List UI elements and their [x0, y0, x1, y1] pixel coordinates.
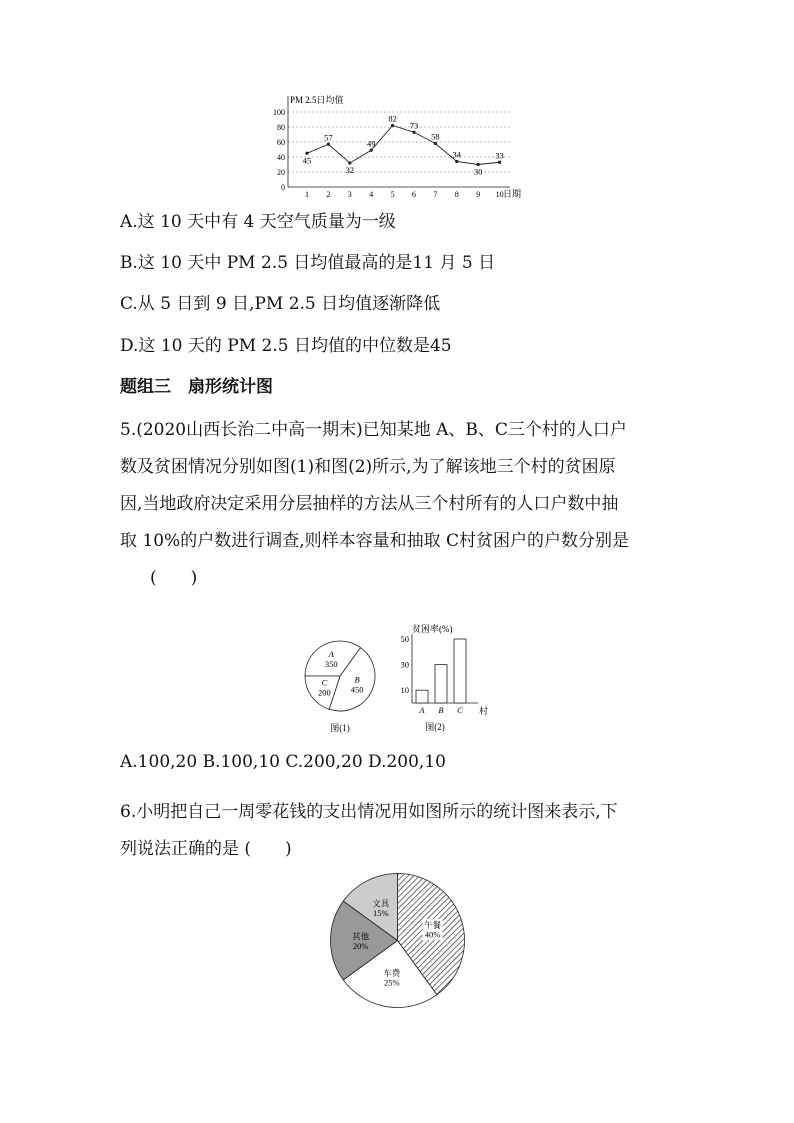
pm25-line-chart	[270, 90, 530, 205]
slice-label: A	[328, 648, 334, 659]
x-tick-label: 1	[305, 190, 309, 199]
q5-answer-blank: ( )	[150, 568, 198, 588]
allowance-spending-pie	[325, 868, 470, 1013]
q4-option-c: C.从 5 日到 9 日,PM 2.5 日均值逐渐降低	[120, 294, 441, 314]
slice-label: B	[354, 674, 360, 685]
x-tick-label: 8	[454, 190, 459, 199]
poverty-rate-bar-chart	[390, 620, 500, 738]
bar-category-label: A	[419, 705, 425, 715]
bar-y-tick: 30	[400, 659, 409, 670]
x-tick-label: 9	[476, 190, 481, 199]
data-label: 73	[409, 120, 419, 131]
slice-value: 200	[318, 687, 331, 698]
q5-line-3: 因,当地政府决定采用分层抽样的方法从三个村所有的人口户数中抽	[120, 494, 619, 514]
data-point	[412, 131, 415, 134]
data-point	[370, 149, 373, 152]
y-tick-label: 100	[273, 108, 285, 117]
y-tick-label: 0	[281, 183, 285, 192]
data-label: 58	[431, 131, 440, 142]
q6-line-2: 列说法正确的是 ( )	[120, 839, 292, 859]
q4-option-d: D.这 10 天的 PM 2.5 日均值的中位数是45	[120, 336, 452, 356]
bar-y-axis-label: 贫困率(%)	[412, 624, 453, 634]
x-tick-label: 4	[369, 190, 374, 199]
q4-option-a: A.这 10 天中有 4 天空气质量为一级	[120, 212, 396, 232]
slice-label: 文具	[372, 898, 390, 909]
x-axis-label: 日期	[503, 189, 522, 199]
q5-line-1: 5.(2020山西长治二中高一期末)已知某地 A、B、C三个村的人口户	[120, 420, 627, 440]
slice-label: 车费	[383, 967, 401, 978]
q6-line-1: 6.小明把自己一周零花钱的支出情况用如图所示的统计图来表示,下	[120, 802, 618, 822]
figure-2-caption: 图(2)	[425, 722, 445, 732]
bar-y-tick: 50	[400, 634, 409, 644]
data-label: 49	[366, 138, 376, 149]
x-tick-label: 2	[326, 190, 331, 199]
data-label: 57	[324, 132, 333, 143]
data-point	[434, 142, 437, 145]
data-point	[455, 160, 458, 163]
bar-x-axis-label: 村	[479, 706, 489, 716]
data-label: 30	[473, 166, 483, 177]
y-axis-label: PM 2.5日均值	[290, 95, 344, 105]
y-tick-label: 80	[277, 123, 285, 132]
slice-value: 20%	[352, 941, 369, 951]
bar	[435, 665, 447, 703]
slice-label: 其他	[352, 931, 370, 942]
village-population-pie	[300, 632, 380, 742]
slice-value: 15%	[372, 908, 389, 919]
y-tick-label: 60	[277, 138, 285, 147]
bar	[416, 690, 428, 703]
slice-value: 450	[350, 684, 364, 695]
x-tick-label: 10	[495, 190, 504, 199]
y-tick-label: 40	[277, 153, 285, 162]
x-tick-label: 6	[412, 190, 416, 199]
data-point	[498, 161, 501, 164]
data-point	[327, 143, 330, 146]
y-tick-label: 20	[277, 168, 285, 177]
q4-option-b: B.这 10 天中 PM 2.5 日均值最高的是11 月 5 日	[120, 253, 496, 273]
slice-label: 午餐	[424, 920, 442, 931]
data-label: 33	[495, 150, 504, 161]
q5-options: A.100,20 B.100,10 C.200,20 D.200,10	[120, 752, 446, 772]
bar	[454, 639, 466, 703]
x-tick-label: 7	[433, 190, 438, 199]
question-6	[120, 794, 680, 868]
data-label: 32	[345, 165, 355, 175]
slice-value: 25%	[383, 977, 400, 988]
bar-category-label: C	[457, 705, 463, 715]
x-tick-label: 3	[347, 190, 352, 199]
section-heading: 题组三 扇形统计图	[120, 377, 273, 397]
bar-category-label: B	[438, 705, 444, 715]
x-tick-label: 5	[390, 190, 395, 199]
bar-y-tick: 10	[400, 685, 409, 696]
slice-value: 350	[324, 658, 338, 669]
data-point	[391, 124, 394, 127]
slice-label: C	[321, 677, 328, 688]
data-label: 82	[388, 113, 397, 124]
q5-line-4: 取 10%的户数进行调查,则样本容量和抽取 C村贫困户的户数分别是	[120, 531, 630, 551]
pm25-series-line	[307, 126, 500, 165]
q5-line-2: 数及贫困情况分别如图(1)和图(2)所示,为了解该地三个村的贫困原	[120, 457, 616, 477]
data-label: 34	[452, 149, 462, 160]
slice-value: 40%	[424, 929, 441, 940]
figure-1-caption: 图(1)	[330, 723, 350, 733]
question-5	[120, 412, 680, 597]
data-label: 45	[302, 155, 312, 166]
